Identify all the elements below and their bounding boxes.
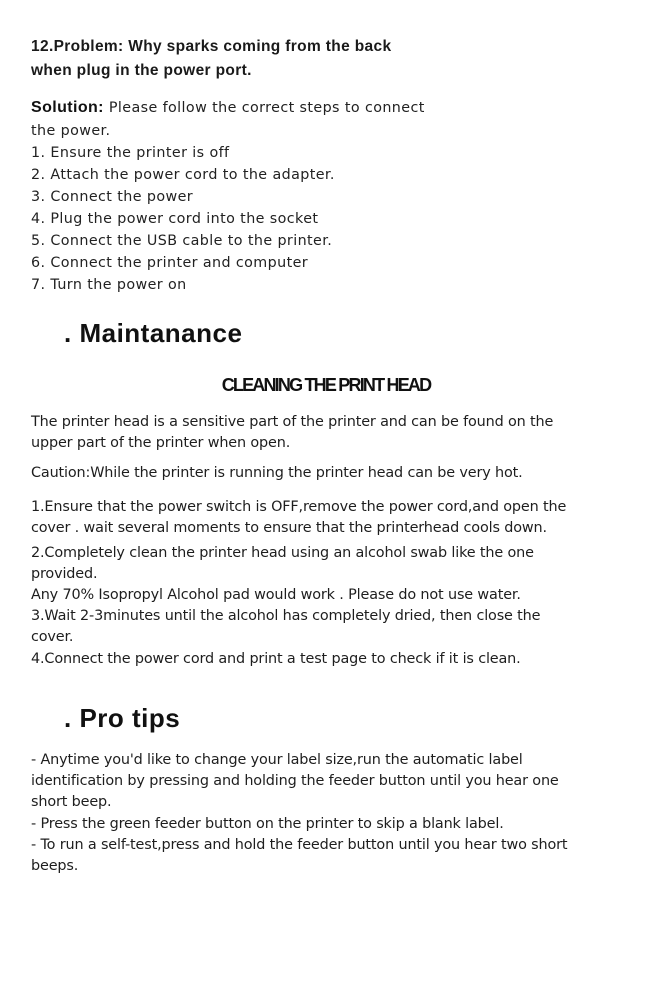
maintenance-line-6: 3.Wait 2-3minutes until the alcohol has completely dried, then close the <box>31 608 541 624</box>
solution-intro-line-2: the power. <box>31 123 111 139</box>
solution-step-2: 2. Attach the power cord to the adapter. <box>31 167 335 183</box>
maintenance-line-5: Any 70% Isopropyl Alcohol pad would work . Please do not use water. <box>31 587 521 603</box>
maintenance-line-1: 1.Ensure that the power switch is OFF,remove the power cord,and open the <box>31 499 567 515</box>
pro-tips-title: . Pro tips <box>64 703 181 733</box>
solution-label: Solution: <box>31 99 104 116</box>
solution-step-1: 1. Ensure the printer is off <box>31 145 230 161</box>
maintenance-intro-line-2: upper part of the printer when open. <box>31 435 291 451</box>
pro-tip-line-6: beeps. <box>31 858 79 874</box>
pro-tip-line-2: identification by pressing and holding the feeder button until you hear one <box>31 773 559 789</box>
maintenance-line-7: cover. <box>31 629 74 645</box>
pro-tip-line-5: - To run a self-test,press and hold the feeder button until you hear two short <box>31 837 568 853</box>
maintenance-line-8: 4.Connect the power cord and print a test page to check if it is clean. <box>31 651 521 667</box>
pro-tip-line-1: - Anytime you'd like to change your label size,run the automatic label <box>31 752 523 768</box>
maintenance-intro-line-1: The printer head is a sensitive part of the printer and can be found on the <box>31 414 554 430</box>
solution-intro-text: Please follow the correct steps to connect <box>103 100 425 116</box>
solution-step-7: 7. Turn the power on <box>31 277 187 293</box>
maintenance-line-2: cover . wait several moments to ensure that the printerhead cools down. <box>31 520 547 536</box>
maintenance-line-3: 2.Completely clean the printer head using an alcohol swab like the one <box>31 545 534 561</box>
solution-step-6: 6. Connect the printer and computer <box>31 255 309 271</box>
cleaning-subtitle: CLEANING THE PRINT HEAD <box>221 375 431 395</box>
solution-step-4: 4. Plug the power cord into the socket <box>31 211 319 227</box>
maintenance-title: . Maintanance <box>64 318 243 348</box>
solution-step-3: 3. Connect the power <box>31 189 194 205</box>
solution-step-5: 5. Connect the USB cable to the printer. <box>31 233 333 249</box>
caution-text: Caution:While the printer is running the printer head can be very hot. <box>31 465 523 481</box>
problem-title-line-2: when plug in the power port. <box>31 62 252 79</box>
pro-tip-line-4: - Press the green feeder button on the printer to skip a blank label. <box>31 816 504 832</box>
maintenance-line-4: provided. <box>31 566 98 582</box>
pro-tip-line-3: short beep. <box>31 794 112 810</box>
problem-title-line-1: 12.Problem: Why sparks coming from the back <box>31 38 392 55</box>
solution-intro <box>31 99 425 117</box>
